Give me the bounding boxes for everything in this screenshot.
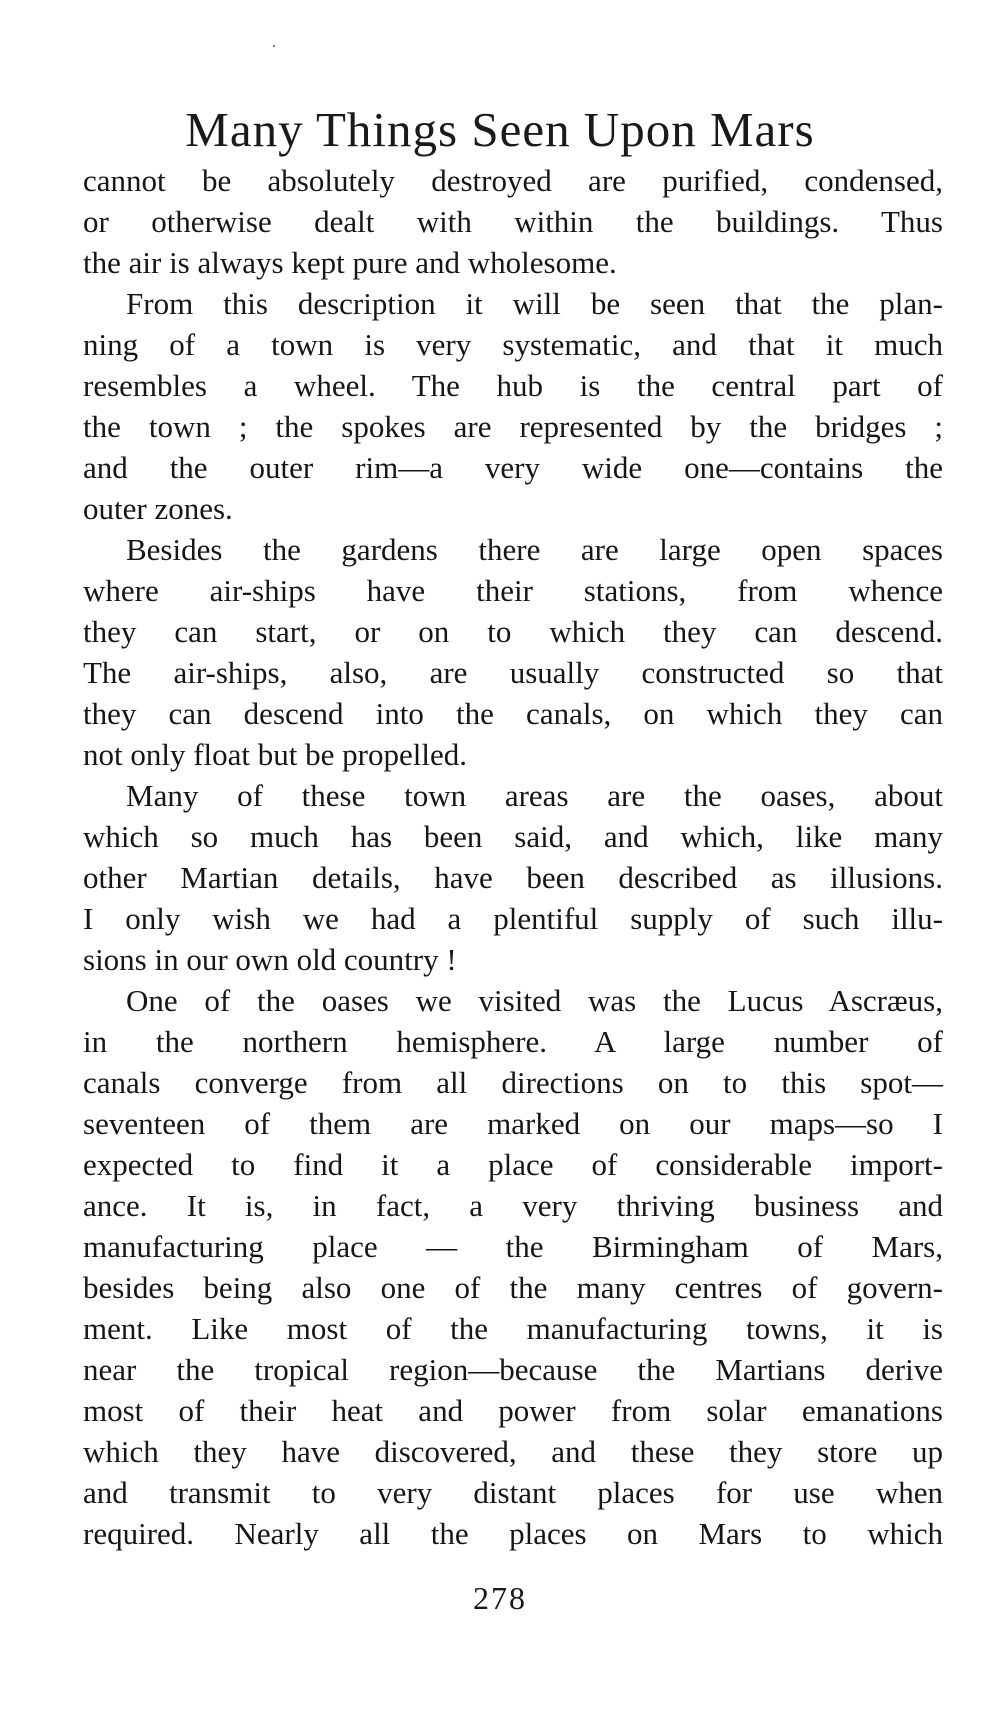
text-line: they can start, or on to which they can descend. xyxy=(83,614,943,649)
text-line: other Martian details, have been described as illusions. xyxy=(83,860,943,895)
text-line: which so much has been said, and which, like many xyxy=(83,819,943,854)
text-line: resembles a wheel. The hub is the central part of xyxy=(83,368,943,403)
text-line: or otherwise dealt with within the buildings. Thus xyxy=(83,204,943,239)
text-line: Many of these town areas are the oases, about xyxy=(126,778,943,813)
text-line: The air-ships, also, are usually constructed so that xyxy=(83,655,943,690)
text-line: in the northern hemisphere. A large number of xyxy=(83,1024,943,1059)
text-line: besides being also one of the many centres of govern- xyxy=(83,1270,943,1305)
text-line: I only wish we had a plentiful supply of such illu- xyxy=(83,901,943,936)
paragraph xyxy=(83,529,943,775)
text-line: and transmit to very distant places for use when xyxy=(83,1475,943,1510)
body-text xyxy=(83,160,943,1554)
text-line: seventeen of them are marked on our maps—so I xyxy=(83,1106,943,1141)
text-line: sions in our own old country ! xyxy=(83,942,457,977)
page-number: 278 xyxy=(473,1580,527,1616)
text-line: required. Nearly all the places on Mars to which xyxy=(83,1516,943,1551)
text-line: ment. Like most of the manufacturing towns, it is xyxy=(83,1311,943,1346)
text-line: and the outer rim—a very wide one—contains the xyxy=(83,450,943,485)
text-line: the air is always kept pure and wholesome. xyxy=(83,245,617,280)
running-head: Many Things Seen Upon Mars xyxy=(185,102,815,157)
text-line: which they have discovered, and these they store up xyxy=(83,1434,943,1469)
text-line: manufacturing place — the Birmingham of Mars, xyxy=(83,1229,943,1264)
text-line: canals converge from all directions on to this spot— xyxy=(83,1065,943,1100)
text-line: not only float but be propelled. xyxy=(83,737,467,772)
scan-speck xyxy=(273,45,275,47)
text-line: outer zones. xyxy=(83,491,233,526)
text-line: near the tropical region—because the Martians derive xyxy=(83,1352,943,1387)
text-line: most of their heat and power from solar emanations xyxy=(83,1393,943,1428)
text-line: From this description it will be seen that the plan- xyxy=(126,286,943,321)
text-line: One of the oases we visited was the Lucus Ascræus, xyxy=(126,983,943,1018)
paragraph xyxy=(83,160,943,283)
text-line: the town ; the spokes are represented by the bridges ; xyxy=(83,409,943,444)
text-line: where air-ships have their stations, from whence xyxy=(83,573,943,608)
paragraph xyxy=(83,775,943,980)
text-line: cannot be absolutely destroyed are purified, condensed, xyxy=(83,163,943,198)
text-line: expected to find it a place of considerable import- xyxy=(83,1147,943,1182)
text-line: ance. It is, in fact, a very thriving business and xyxy=(83,1188,943,1223)
paragraph xyxy=(83,980,943,1554)
text-line: ning of a town is very systematic, and that it much xyxy=(83,327,943,362)
paragraph xyxy=(83,283,943,529)
text-line: Besides the gardens there are large open spaces xyxy=(126,532,943,567)
text-line: they can descend into the canals, on which they can xyxy=(83,696,943,731)
